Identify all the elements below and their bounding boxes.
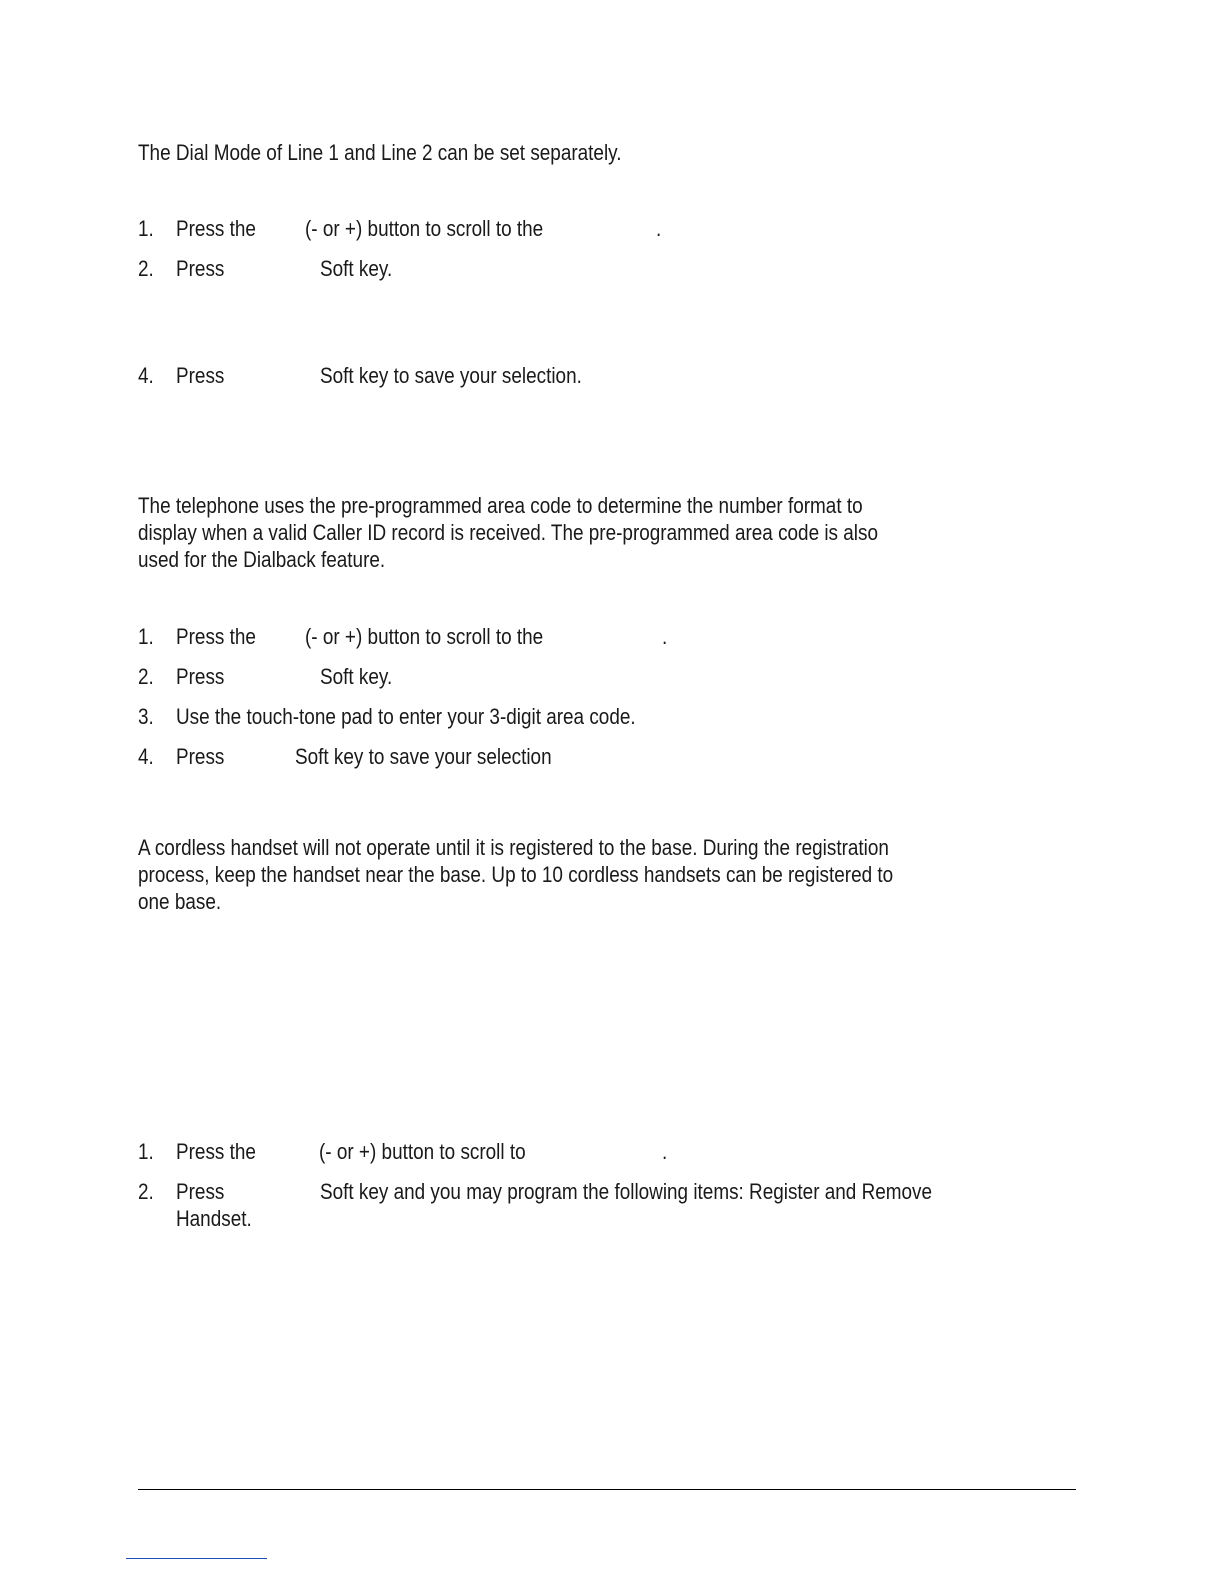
area-code-intro-line: The telephone uses the pre-programmed area code to determine the number format to [138, 493, 863, 518]
step-text: . [656, 216, 662, 241]
area-code-intro-line: used for the Dialback feature. [138, 547, 386, 572]
step-text: Soft key to save your selection [295, 744, 552, 769]
step-text: (- or +) button to scroll to [319, 1139, 526, 1164]
step-text: Soft key to save your selection. [320, 363, 582, 388]
footer-divider [138, 1489, 1076, 1490]
step-number: 2. [138, 664, 154, 689]
step-text: Press the [176, 216, 256, 241]
step-number: 4. [138, 363, 154, 388]
step-text: Soft key. [320, 664, 393, 689]
step-text: . [662, 1139, 668, 1164]
step-number: 1. [138, 624, 154, 649]
step-number: 3. [138, 704, 154, 729]
registration-intro-line: one base. [138, 889, 222, 914]
registration-intro-line: A cordless handset will not operate until it is registered to the base. During the registration [138, 835, 889, 860]
step-text: (- or +) button to scroll to the [305, 216, 544, 241]
step-text: Press the [176, 624, 256, 649]
step-number: 4. [138, 744, 154, 769]
step-text: Use the touch-tone pad to enter your 3-digit area code. [176, 704, 636, 729]
area-code-intro-line: display when a valid Caller ID record is received. The pre-programmed area code is also [138, 520, 878, 545]
step-number: 2. [138, 256, 154, 281]
step-number: 1. [138, 216, 154, 241]
step-text: Press [176, 363, 225, 388]
dial-mode-intro: The Dial Mode of Line 1 and Line 2 can be set separately. [138, 140, 622, 165]
step-text: . [662, 624, 668, 649]
step-text: Soft key. [320, 256, 393, 281]
step-text: Press [176, 744, 225, 769]
registration-intro-line: process, keep the handset near the base. Up to 10 cordless handsets can be registered to [138, 862, 894, 887]
step-text: Handset. [176, 1206, 252, 1231]
step-text: Press [176, 664, 225, 689]
step-text: Press [176, 256, 225, 281]
step-number: 1. [138, 1139, 154, 1164]
step-text: Press [176, 1179, 225, 1204]
step-number: 2. [138, 1179, 154, 1204]
footer-link-underline [126, 1558, 267, 1559]
step-text: (- or +) button to scroll to the [305, 624, 544, 649]
step-text: Press the [176, 1139, 256, 1164]
step-text: Soft key and you may program the following items: Register and Remove [320, 1179, 933, 1204]
